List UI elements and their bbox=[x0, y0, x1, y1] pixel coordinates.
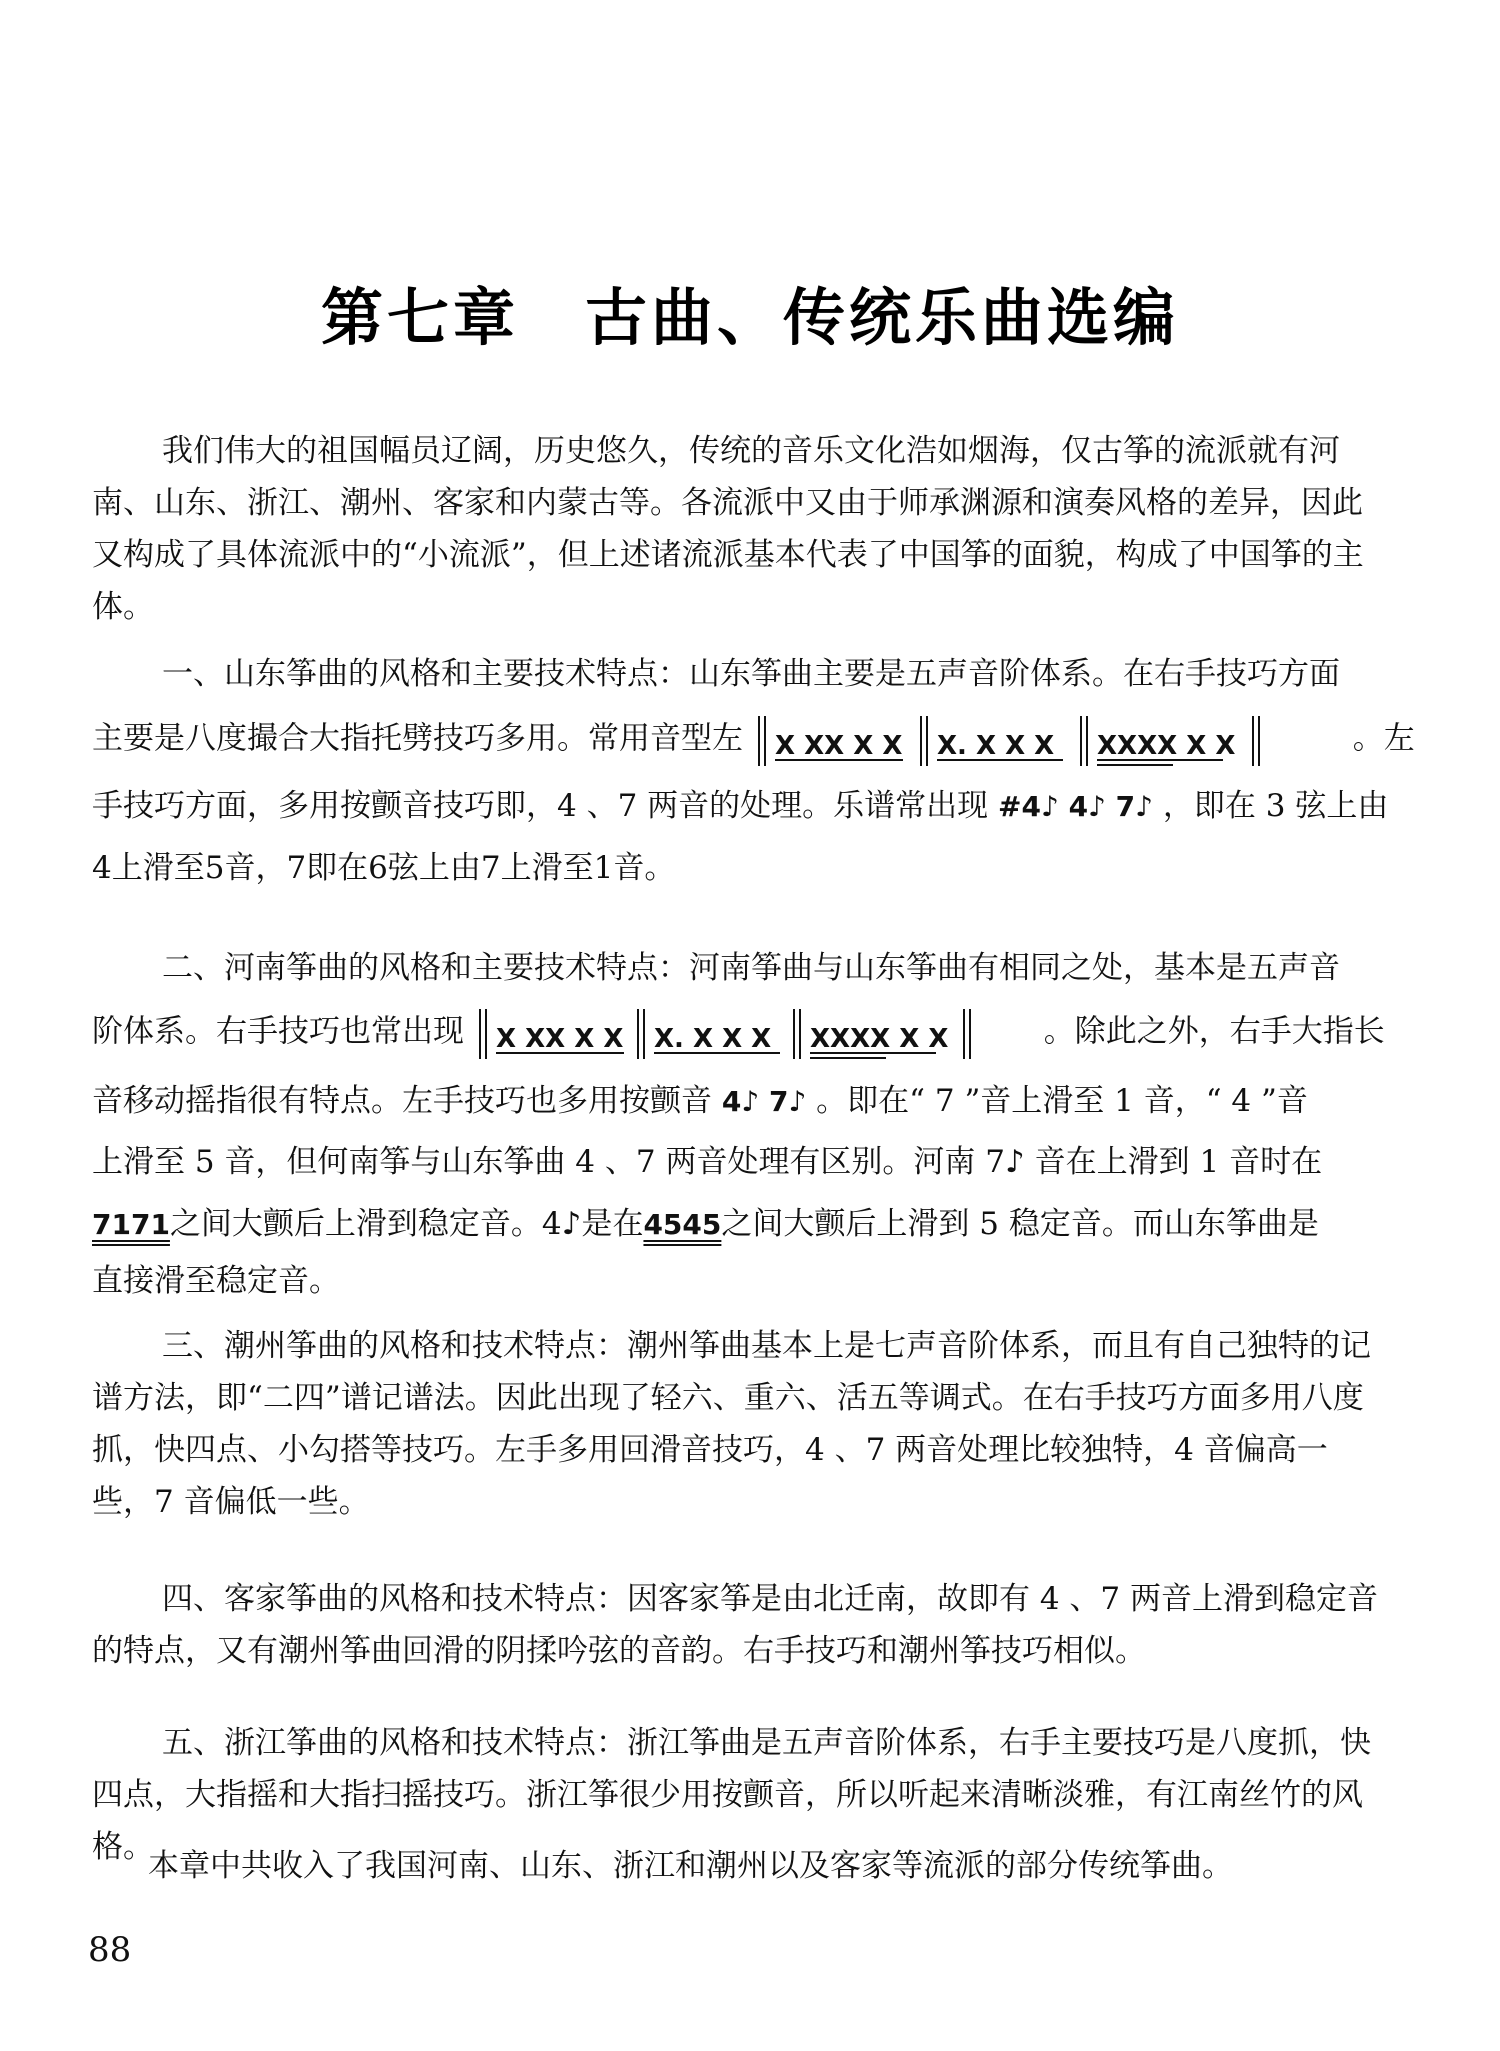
sec2-line2 bbox=[92, 1003, 1385, 1063]
sec1-line2-pre: 主要是八度撮合大指托劈技巧多用。常用音型左 bbox=[92, 720, 743, 757]
sec2-line3 bbox=[92, 1075, 1308, 1128]
sec2-line5 bbox=[92, 1198, 1319, 1251]
sec2-line5-d: 之间大颤后上滑到 5 稳定音。而山东筝曲是 bbox=[721, 1206, 1319, 1242]
sec2-line4: 上滑至 5 音，但何南筝与山东筝曲 4 、7 两音处理有区别。河南 7♪ 音在上滑到 1 音时在 bbox=[92, 1144, 1323, 1180]
notation-group-1: X XX X X bbox=[774, 731, 903, 761]
page-number: 88 bbox=[88, 1930, 132, 1970]
sec2-line5-b: 之间大颤后上滑到稳定音。4♪是在 bbox=[169, 1206, 644, 1242]
sec4-paragraph: 四、客家筝曲的风格和技术特点：因客家筝是由北迁南，故即有 4 、7 两音上滑到稳定音的特点，又有潮州筝曲回滑的阴揉吟弦的音韵。右手技巧和潮州筝技巧相似。 bbox=[92, 1581, 1379, 1669]
sec2-line2-pre: 阶体系。右手技巧也常出现 bbox=[92, 1013, 464, 1050]
notation-group-3: XXXX X X bbox=[1096, 731, 1236, 761]
tremolo-7171: 7171 bbox=[92, 1208, 170, 1241]
sec1-line4: 4上滑至5音，7即在6弦上由7上滑至1音。 bbox=[92, 850, 676, 886]
sec1-line3-text: 手技巧方面，多用按颤音技巧即，4 、7 两音的处理。乐谱常出现 bbox=[92, 788, 989, 824]
sec2-line3-pre: 音移动摇指很有特点。左手技巧也多用按颤音 bbox=[92, 1083, 712, 1119]
notation-pattern-2 bbox=[474, 1003, 1034, 1063]
sec1-line3-post: ，即在 3 弦上由 bbox=[1162, 788, 1389, 824]
slide-notation-2: 4♪ 7♪ bbox=[721, 1085, 807, 1118]
sec2-line6: 直接滑至稳定音。 bbox=[92, 1263, 340, 1299]
chapter-title: 第七章 古曲、传统乐曲选编 bbox=[320, 281, 1179, 354]
sec2-line1: 二、河南筝曲的风格和主要技术特点：河南筝曲与山东筝曲有相同之处，基本是五声音 bbox=[162, 950, 1340, 986]
sec1-line3 bbox=[92, 780, 1388, 833]
sec1-line2 bbox=[92, 710, 1415, 770]
notation-pattern bbox=[753, 710, 1343, 770]
closing-line: 本章中共收入了我国河南、山东、浙江和潮州以及客家等流派的部分传统筝曲。 bbox=[148, 1848, 1233, 1884]
notation2-group-2: X. X X X bbox=[653, 1024, 772, 1054]
sec1-line1: 一、山东筝曲的风格和主要技术特点：山东筝曲主要是五声音阶体系。在右手技巧方面 bbox=[162, 656, 1340, 692]
slide-notation: #4♪ 4♪ 7♪ bbox=[998, 790, 1154, 823]
sec1-line2-post: 。左 bbox=[1352, 720, 1415, 757]
intro-paragraph: 我们伟大的祖国幅员辽阔，历史悠久，传统的音乐文化浩如烟海，仅古筝的流派就有河南、山东、浙江、潮州、客家和内蒙古等。各流派中又由于师承渊源和演奏风格的差异，因此又构成了具体流派中的“小流派”，但上述诸流派基本代表了中国筝的面貌，构成了中国筝的主体。 bbox=[92, 433, 1364, 625]
notation2-group-3: XXXX X X bbox=[809, 1024, 949, 1054]
sec5-paragraph: 五、浙江筝曲的风格和技术特点：浙江筝曲是五声音阶体系，右手主要技巧是八度抓，快四点，大指摇和大指扫摇技巧。浙江筝很少用按颤音，所以听起来清晰淡雅，有江南丝竹的风格。 bbox=[92, 1725, 1371, 1865]
notation-group-2: X. X X X bbox=[936, 731, 1055, 761]
notation2-group-1: X XX X X bbox=[495, 1024, 624, 1054]
tremolo-4545: 4545 bbox=[643, 1208, 722, 1241]
sec2-line3-post: 。即在“ 7 ”音上滑至 1 音，“ 4 ”音 bbox=[816, 1083, 1308, 1119]
sec3-paragraph: 三、潮州筝曲的风格和技术特点：潮州筝曲基本上是七声音阶体系，而且有自己独特的记谱方法，即“二四”谱记谱法。因此出现了轻六、重六、活五等调式。在右手技巧方面多用八度抓，快四点、小勾搭等技巧。左手多用回滑音技巧，4 、7 两音处理比较独特，4 音偏高一些，7 音偏低一些。 bbox=[92, 1328, 1371, 1520]
sec2-line2-post: 。除此之外，右手大指长 bbox=[1043, 1013, 1385, 1050]
